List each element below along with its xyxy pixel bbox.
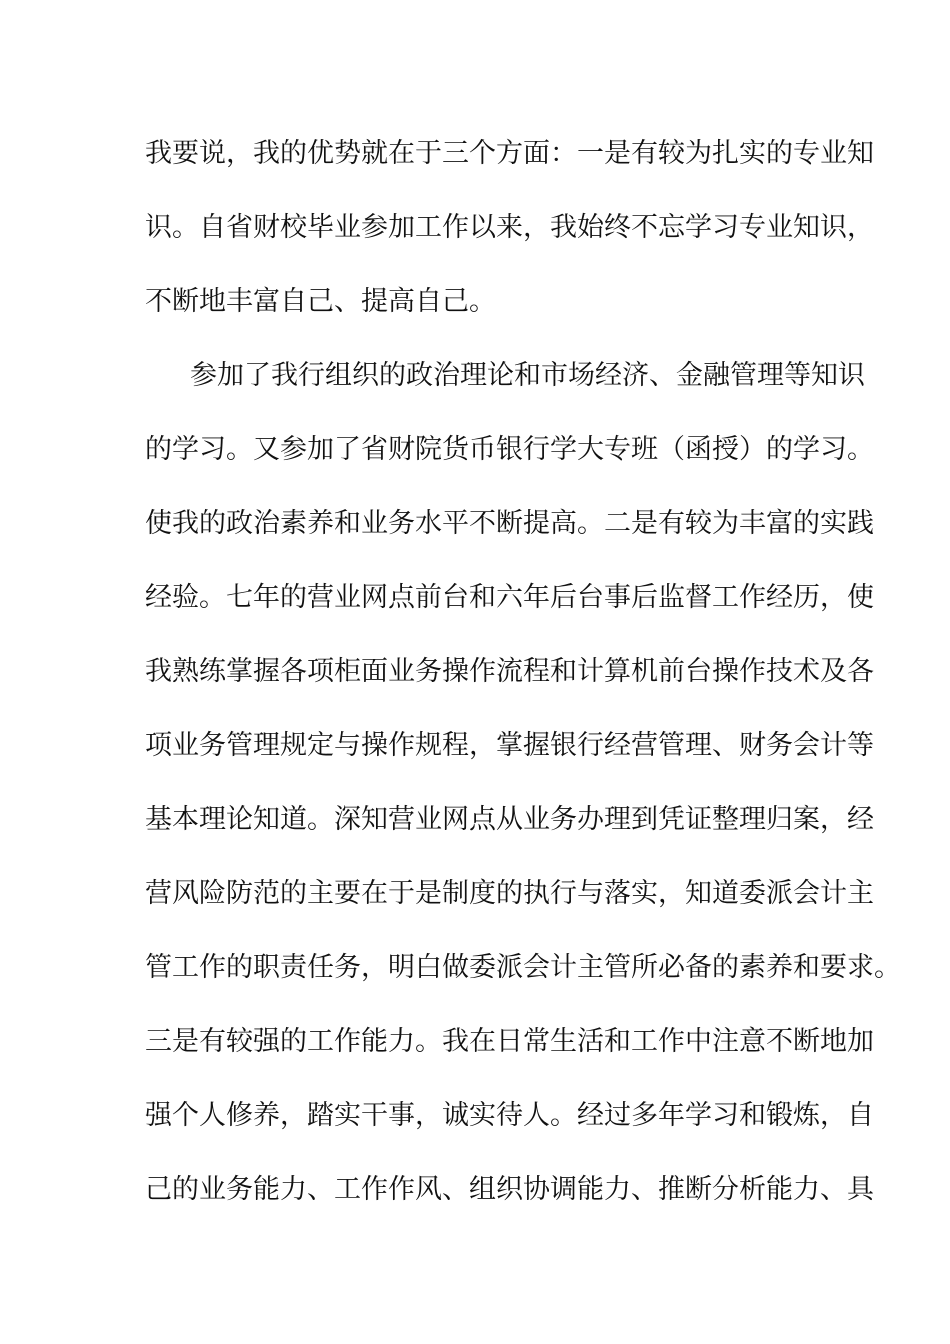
text-line: 管工作的职责任务，明白做委派会计主管所必备的素养和要求。: [145, 952, 901, 983]
text-line: 我熟练掌握各项柜面业务操作流程和计算机前台操作技术及各: [145, 656, 874, 687]
text-line: 经验。七年的营业网点前台和六年后台事后监督工作经历，使: [145, 582, 874, 613]
text-line: 基本理论知道。深知营业网点从业务办理到凭证整理归案，经: [145, 804, 874, 835]
text-line: 强个人修养，踏实干事，诚实待人。经过多年学习和锻炼，自: [145, 1100, 874, 1131]
text-line: 识。自省财校毕业参加工作以来，我始终不忘学习专业知识，: [145, 212, 874, 243]
paragraph-first-line: 参加了我行组织的政治理论和市场经济、金融管理等知识: [190, 360, 865, 391]
text-line: 三是有较强的工作能力。我在日常生活和工作中注意不断地加: [145, 1026, 874, 1057]
text-line: 己的业务能力、工作作风、组织协调能力、推断分析能力、具: [145, 1174, 874, 1205]
text-line: 营风险防范的主要在于是制度的执行与落实，知道委派会计主: [145, 878, 874, 909]
text-line: 项业务管理规定与操作规程，掌握银行经营管理、财务会计等: [145, 730, 874, 761]
text-line: 我要说，我的优势就在于三个方面：一是有较为扎实的专业知: [145, 138, 874, 169]
text-line: 使我的政治素养和业务水平不断提高。二是有较为丰富的实践: [145, 508, 874, 539]
text-line: 不断地丰富自己、提高自己。: [145, 286, 496, 317]
text-line: 的学习。又参加了省财院货币银行学大专班（函授）的学习。: [145, 434, 874, 465]
